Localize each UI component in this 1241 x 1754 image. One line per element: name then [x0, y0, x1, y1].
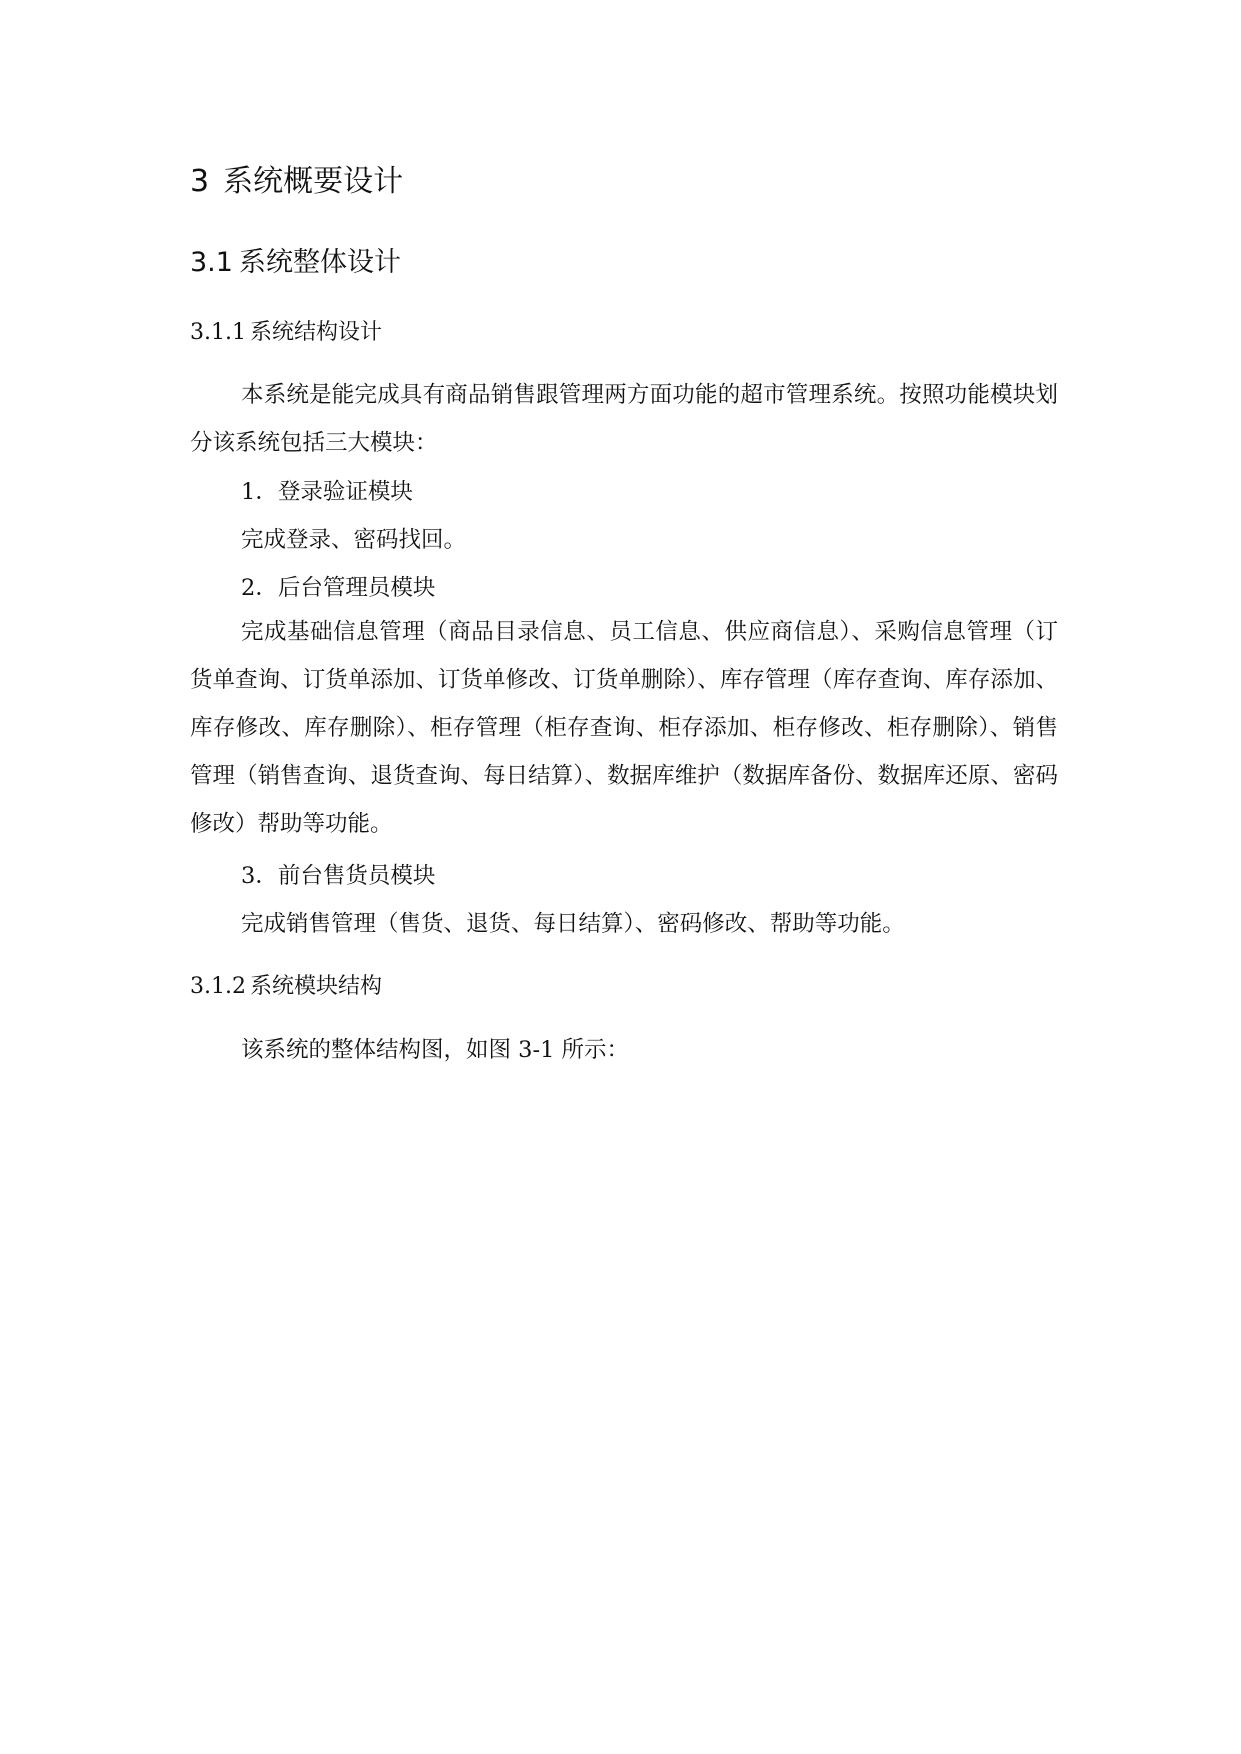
subsection-heading-structure — [190, 318, 382, 348]
subsection-title: 系统结构设计 — [249, 320, 382, 345]
intro-paragraph: 本系统是能完成具有商品销售跟管理两方面功能的超市管理系统。按照功能模块划分该系统包括三大模块： — [190, 382, 1058, 456]
module-description-admin: 完成基础信息管理（商品目录信息、员工信息、供应商信息）、采购信息管理（订货单查询、订货单添加、订货单修改、订货单删除）、库存管理（库存查询、库存添加、库存修改、库存删除）、柜存管理（柜存查询、柜存添加、柜存修改、柜存删除）、销售管理（销售查询、退货查询、每日结算）、数据库维护（数据库备份、数据库还原、密码修改）帮助等功能。 — [190, 619, 1058, 837]
section-heading — [190, 245, 401, 281]
subsection-number: 3.1.2 — [190, 974, 246, 999]
chapter-title: 系统概要设计 — [223, 164, 404, 199]
module-description-login: 完成登录、密码找回。 — [241, 527, 467, 553]
chapter-heading — [190, 162, 403, 202]
module-heading-admin: 2．后台管理员模块 — [241, 575, 436, 601]
module-description-cashier: 完成销售管理（售货、退货、每日结算）、密码修改、帮助等功能。 — [241, 911, 905, 937]
chapter-number: 3 — [190, 164, 210, 199]
subsection-heading-modules — [190, 972, 382, 1002]
module-heading-cashier: 3．前台售货员模块 — [241, 863, 436, 889]
figure-reference-text: 该系统的整体结构图，如图 3-1 所示： — [241, 1037, 630, 1063]
subsection-number: 3.1.1 — [190, 320, 246, 345]
module-heading-login: 1．登录验证模块 — [241, 479, 413, 505]
section-title: 系统整体设计 — [238, 247, 401, 278]
section-number: 3.1 — [190, 247, 233, 278]
subsection-title: 系统模块结构 — [249, 974, 382, 999]
